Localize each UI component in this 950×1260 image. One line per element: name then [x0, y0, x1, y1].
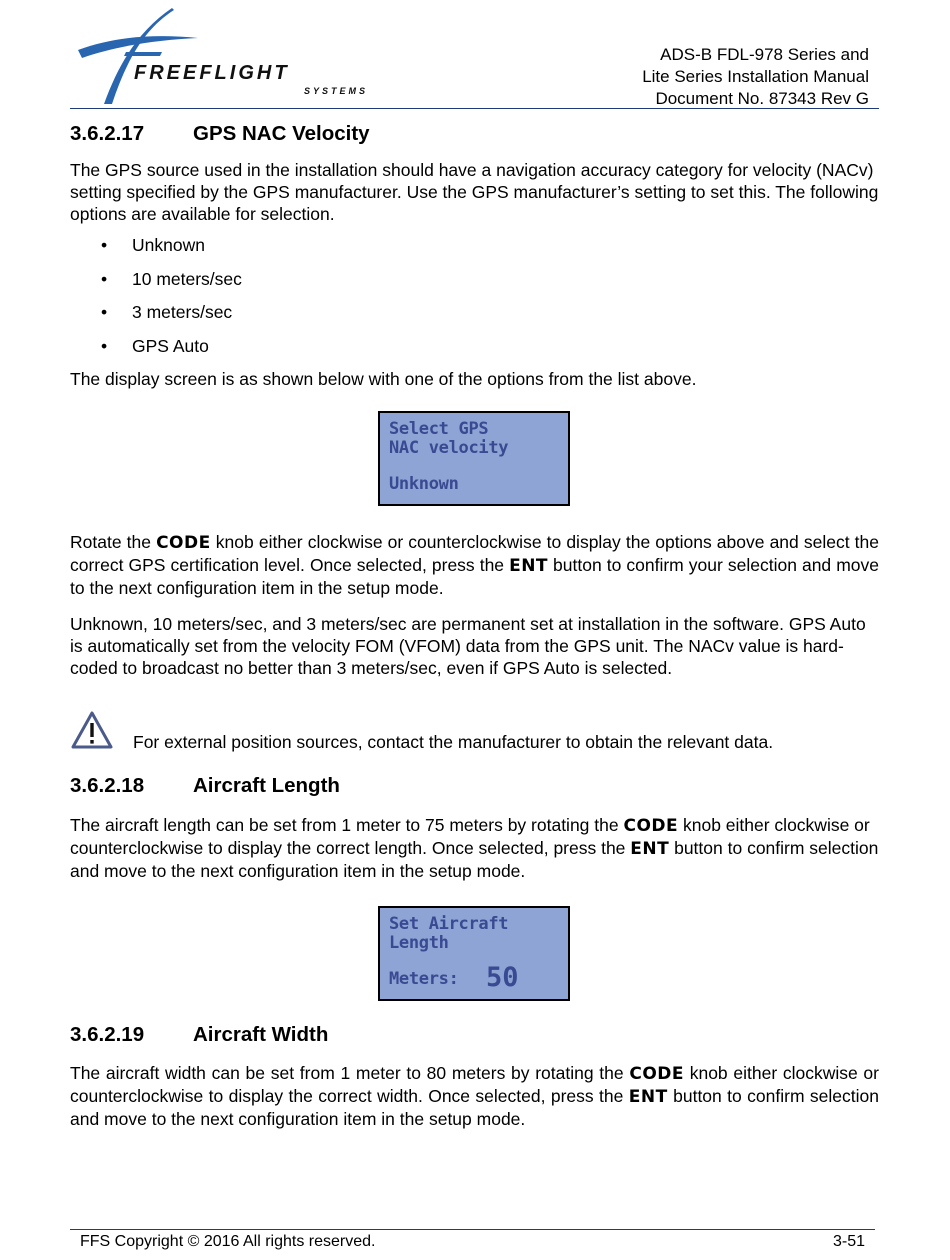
code-knob-label: CODE	[156, 533, 211, 553]
bullet-icon: •	[101, 302, 108, 322]
warning-triangle-icon	[70, 710, 114, 750]
bullet-icon: •	[101, 335, 108, 356]
ent-button-label: ENT	[630, 839, 670, 859]
page-number: 3-51	[832, 1233, 865, 1250]
bullet-icon: •	[101, 268, 108, 289]
footer-copyright: FFS Copyright © 2016 All rights reserved.	[80, 1233, 376, 1250]
lcd-line-1: Select GPS	[389, 419, 489, 439]
freeflight-logo	[76, 8, 386, 108]
code-knob-label: CODE	[629, 1064, 684, 1084]
paragraph-aircraft-length: The aircraft length can be set from 1 meter to 75 meters by rotating the CODE knob either clockwise or counterclockwise to display the correct length. Once selected, press the ENT button to confirm selection and move to the next configuration item in the setup mode.	[70, 815, 879, 881]
section-title: Aircraft Width	[193, 1023, 329, 1046]
nacv-options-list	[70, 234, 242, 368]
header-line-2: Lite Series Installation Manual	[642, 67, 869, 86]
ent-button-label: ENT	[509, 556, 549, 576]
header-line-1: ADS-B FDL-978 Series and	[660, 45, 869, 64]
section-title: Aircraft Length	[193, 774, 340, 797]
bullet-icon: •	[101, 235, 108, 255]
section-number: 3.6.2.17	[70, 122, 145, 145]
lcd-line-1: Set Aircraft	[389, 914, 509, 934]
ent-button-label: ENT	[628, 1087, 668, 1107]
note-external-sources: For external position sources, contact the manufacturer to obtain the relevant data.	[133, 732, 774, 752]
paragraph-rotate-code: Rotate the CODE knob either clockwise or counterclockwise to display the options above and select the correct GPS certification level. Once selected, press the ENT button to confirm your selection and move to the next configuration item in the setup mode.	[70, 532, 879, 598]
section-title: GPS NAC Velocity	[193, 122, 370, 145]
list-item: • GPS Auto	[101, 335, 209, 356]
lcd-line-2: NAC velocity	[389, 438, 509, 458]
list-item: • 10 meters/sec	[101, 268, 242, 289]
logo-subtitle: SYSTEMS	[304, 86, 369, 96]
section-heading-gps-nac-velocity	[70, 122, 370, 146]
list-item: • 3 meters/sec	[101, 302, 233, 322]
section-heading-aircraft-width	[70, 1023, 328, 1047]
lcd-meters-label: Meters:	[389, 969, 459, 989]
logo-wordmark: FREEFLIGHT	[134, 62, 290, 84]
list-item: • Unknown	[101, 235, 205, 255]
lcd-length-value: 50	[486, 962, 519, 993]
header-rule	[70, 108, 879, 109]
section-number: 3.6.2.19	[70, 1023, 145, 1046]
paragraph-aircraft-width: The aircraft width can be set from 1 meter to 80 meters by rotating the CODE knob either clockwise or counterclockwise to display the correct width. Once selected, press the ENT button to confirm selection and move to the next configuration item in the setup mode.	[70, 1063, 879, 1129]
lcd-line-2: Length	[389, 933, 449, 953]
paragraph-permanent-set: Unknown, 10 meters/sec, and 3 meters/sec are permanent set at installation in the software. GPS Auto is automatically set from the velocity FOM (VFOM) data from the GPS unit. The NACv value is hard-coded to broadcast no better than 3 meters/sec, even if GPS Auto is selected.	[70, 614, 866, 678]
document-header	[642, 44, 869, 110]
code-knob-label: CODE	[623, 816, 679, 836]
paragraph-display-intro: The display screen is as shown below with one of the options from the list above.	[70, 369, 697, 389]
lcd-screen-nac-velocity	[378, 411, 570, 506]
section-number: 3.6.2.18	[70, 774, 145, 797]
footer-rule	[70, 1229, 875, 1230]
lcd-option-value: Unknown	[389, 474, 459, 494]
header-line-3: Document No. 87343 Rev G	[655, 89, 869, 108]
section-heading-aircraft-length	[70, 774, 340, 798]
paragraph-nacv-intro: The GPS source used in the installation should have a navigation accuracy category for velocity (NACv) setting specified by the GPS manufacturer. Use the GPS manufacturer’s setting to set this. The following options are available for selection.	[70, 160, 879, 224]
lcd-screen-aircraft-length	[378, 906, 570, 1001]
